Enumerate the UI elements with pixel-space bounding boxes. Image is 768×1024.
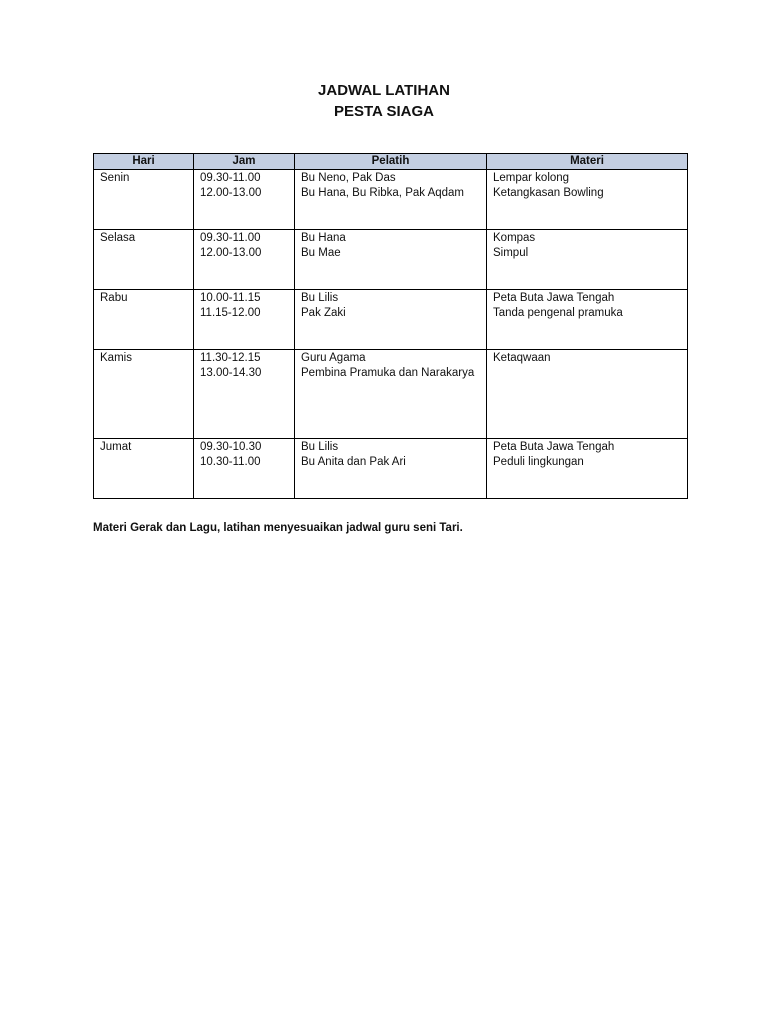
- cell-pelatih: Guru Agama Pembina Pramuka dan Narakarya: [295, 350, 487, 439]
- cell-jam: 09.30-11.00 12.00-13.00: [194, 170, 295, 230]
- cell-jam: 09.30-10.30 10.30-11.00: [194, 439, 295, 499]
- cell-hari: Rabu: [94, 290, 194, 350]
- cell-materi: Lempar kolong Ketangkasan Bowling: [487, 170, 688, 230]
- cell-hari: Jumat: [94, 439, 194, 499]
- table-header-row: [94, 154, 688, 170]
- cell-pelatih: Bu Neno, Pak Das Bu Hana, Bu Ribka, Pak Aqdam: [295, 170, 487, 230]
- column-header-materi: Materi: [487, 154, 688, 170]
- cell-materi: Peta Buta Jawa Tengah Peduli lingkungan: [487, 439, 688, 499]
- table-row: [94, 170, 688, 230]
- column-header-hari: Hari: [94, 154, 194, 170]
- cell-materi: Ketaqwaan: [487, 350, 688, 439]
- title-line-2: PESTA SIAGA: [333, 103, 434, 120]
- table-row: [94, 350, 688, 439]
- cell-jam: 09.30-11.00 12.00-13.00: [194, 230, 295, 290]
- column-header-pelatih: Pelatih: [295, 154, 487, 170]
- document-title: [0, 80, 768, 122]
- table-row: [94, 439, 688, 499]
- cell-jam: 10.00-11.15 11.15-12.00: [194, 290, 295, 350]
- cell-materi: Kompas Simpul: [487, 230, 688, 290]
- table-row: [94, 230, 688, 290]
- cell-hari: Selasa: [94, 230, 194, 290]
- title-line-1: JADWAL LATIHAN: [318, 82, 450, 99]
- cell-hari: Kamis: [94, 350, 194, 439]
- cell-materi: Peta Buta Jawa Tengah Tanda pengenal pramuka: [487, 290, 688, 350]
- column-header-jam: Jam: [194, 154, 295, 170]
- cell-pelatih: Bu Lilis Bu Anita dan Pak Ari: [295, 439, 487, 499]
- cell-hari: Senin: [94, 170, 194, 230]
- cell-pelatih: Bu Lilis Pak Zaki: [295, 290, 487, 350]
- cell-pelatih: Bu Hana Bu Mae: [295, 230, 487, 290]
- cell-jam: 11.30-12.15 13.00-14.30: [194, 350, 295, 439]
- schedule-table: [93, 153, 688, 499]
- schedule-note: Materi Gerak dan Lagu, latihan menyesuaikan jadwal guru seni Tari.: [93, 522, 463, 534]
- table-row: [94, 290, 688, 350]
